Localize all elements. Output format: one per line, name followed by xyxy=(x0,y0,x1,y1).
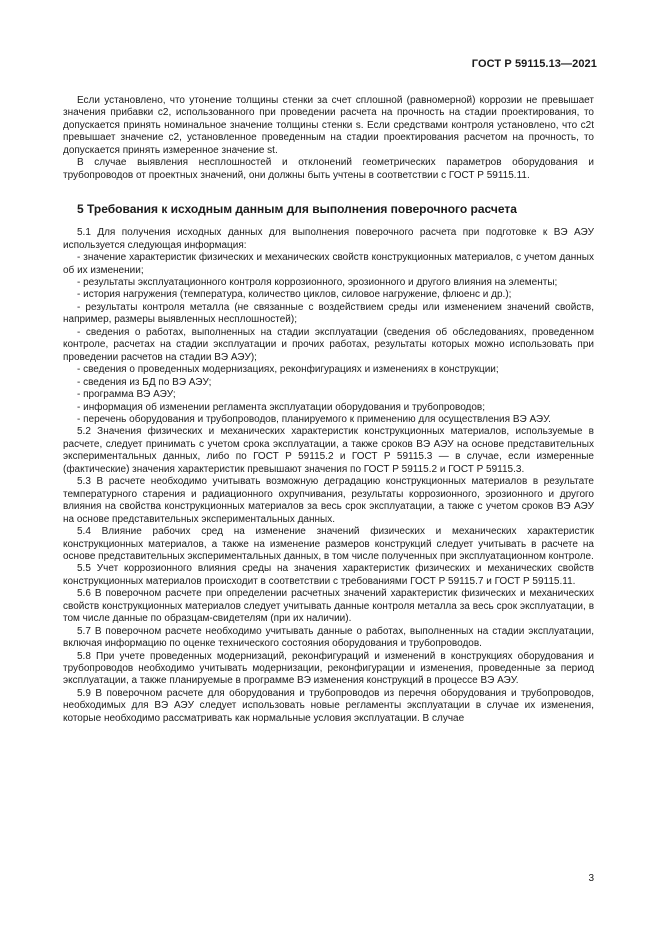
clause-paragraph: 5.6 В поверочном расчете при определении расчетных значений характеристик физических и механических свойств конструкционных материалов следует учитывать данные контроля металла за весь срок эксплуатации, в том числе данные по образцам-свидетелям (при их наличии). xyxy=(63,588,594,625)
clause-paragraph: 5.2 Значения физических и механических характеристик конструкционных материалов, используемые в расчете, следует принимать с учетом срока эксплуатации, а также сроков ВЭ АЭУ на основе представительных экспериментальных данных, либо по ГОСТ Р 59115.2 и ГОСТ Р 59115.3 — в случае, если измеренные (фактические) значения характеристик превышают значения по ГОСТ Р 59115.2 и ГОСТ Р 59115.3. xyxy=(63,426,594,475)
list-item: - программа ВЭ АЭУ; xyxy=(77,389,176,401)
clause-paragraph: 5.4 Влияние рабочих сред на изменение значений физических и механических характеристик конструкционных материалов, а также на изменение размеров конструкций следует учитывать в расчете на основе представительных экспериментальных данных, в том числе полученных при эксплуатационном контроле. xyxy=(63,526,594,562)
clause-paragraph: 5.9 В поверочном расчете для оборудования и трубопроводов из перечня оборудования и трубопроводов, необходимых для ВЭ АЭУ следует использовать новые регламенты эксплуатации в случае их изменения, которые необходимо рассматривать как нормальные условия эксплуатации. В случае xyxy=(63,687,594,724)
list-item: - значение характеристик физических и механических свойств конструкционных материалов, с учетом данных об их изменении; xyxy=(63,252,594,276)
list-item: - перечень оборудования и трубопроводов, планируемого к применению для осуществления ВЭ АЭУ. xyxy=(77,413,551,425)
intro-paragraph: Если установлено, что утонение толщины стенки за счет сплошной (равномерной) коррозии не превышает значения прибавки c2, использованного при проведении расчета на прочность на стадии проектирования, то допускается принять номинальное значение толщины стенки s. Если средствами контроля установлено, что c2t превышает значение c2, установленное проведенным на стадии проектирования расчетом на прочность, то допускается принять измеренное значение st. xyxy=(63,95,594,156)
list-item: - результаты контроля металла (не связанные с воздействием среды или изменением значений свойств, например, размеры выявленных несплошностей); xyxy=(63,301,594,326)
clause-paragraph: 5.7 В поверочном расчете необходимо учитывать данные о работах, выполненных на стадии эксплуатации, включая информацию по оценке технического состояния оборудования и трубопроводов. xyxy=(63,625,594,650)
clause-paragraph: 5.8 При учете проведенных модернизаций, реконфигураций и изменений в конструкциях оборудования и трубопроводов необходимо учитывать модернизации, реконфигурации и изменения, проведенные за период эксплуатации, а также планируемые в программе ВЭ изменения конструкций в процессе ВЭ АЭУ. xyxy=(63,650,594,687)
document-content xyxy=(63,95,594,725)
list-item: - информация об изменении регламента эксплуатации оборудования и трубопроводов; xyxy=(77,401,486,413)
list-item: - сведения о проведенных модернизациях, реконфигурациях и изменениях в конструкции; xyxy=(77,364,499,376)
clause-paragraph: 5.1 Для получения исходных данных для выполнения поверочного расчета при подготовке к ВЭ АЭУ используется следующая информация: xyxy=(63,227,594,251)
list-item: - сведения из БД по ВЭ АЭУ; xyxy=(77,376,212,388)
clause-paragraph: 5.5 Учет коррозионного влияния среды на значения характеристик физических и механических свойств конструкционных материалов происходит в соответствии с требованиями ГОСТ Р 59115.7 и ГОСТ Р 59115.11. xyxy=(63,563,594,587)
standard-header: ГОСТ Р 59115.13—2021 xyxy=(471,58,597,70)
intro-paragraph: В случае выявления несплошностей и отклонений геометрических параметров оборудования и трубопроводов от проектных значений, они должны быть учтены в соответствии с ГОСТ Р 59115.11. xyxy=(63,157,594,181)
list-item: - сведения о работах, выполненных на стадии эксплуатации (сведения об обследованиях, проведенном контроле, расчетах на стадии эксплуатации и прочих работах, результаты которых можно использовать при проведении расчетов на стадии ВЭ АЭУ); xyxy=(63,326,594,363)
list-item: - результаты эксплуатационного контроля коррозионного, эрозионного и другого влияния на элементы; xyxy=(77,276,558,288)
page-number: 3 xyxy=(588,873,594,884)
list-item: - история нагружения (температура, количество циклов, силовое нагружение, флюенс и др.); xyxy=(77,289,512,301)
clause-paragraph: 5.3 В расчете необходимо учитывать возможную деградацию конструкционных материалов в результате температурного старения и радиационного охрупчивания, результаты коррозионного, эрозионного и другого влияния на свойства конструкционных материалов за весь срок эксплуатации, а также с учетом сроков ВЭ АЭУ на основе представительных экспериментальных данных. xyxy=(63,476,594,525)
section-title: 5 Требования к исходным данным для выполнения поверочного расчета xyxy=(77,202,517,217)
